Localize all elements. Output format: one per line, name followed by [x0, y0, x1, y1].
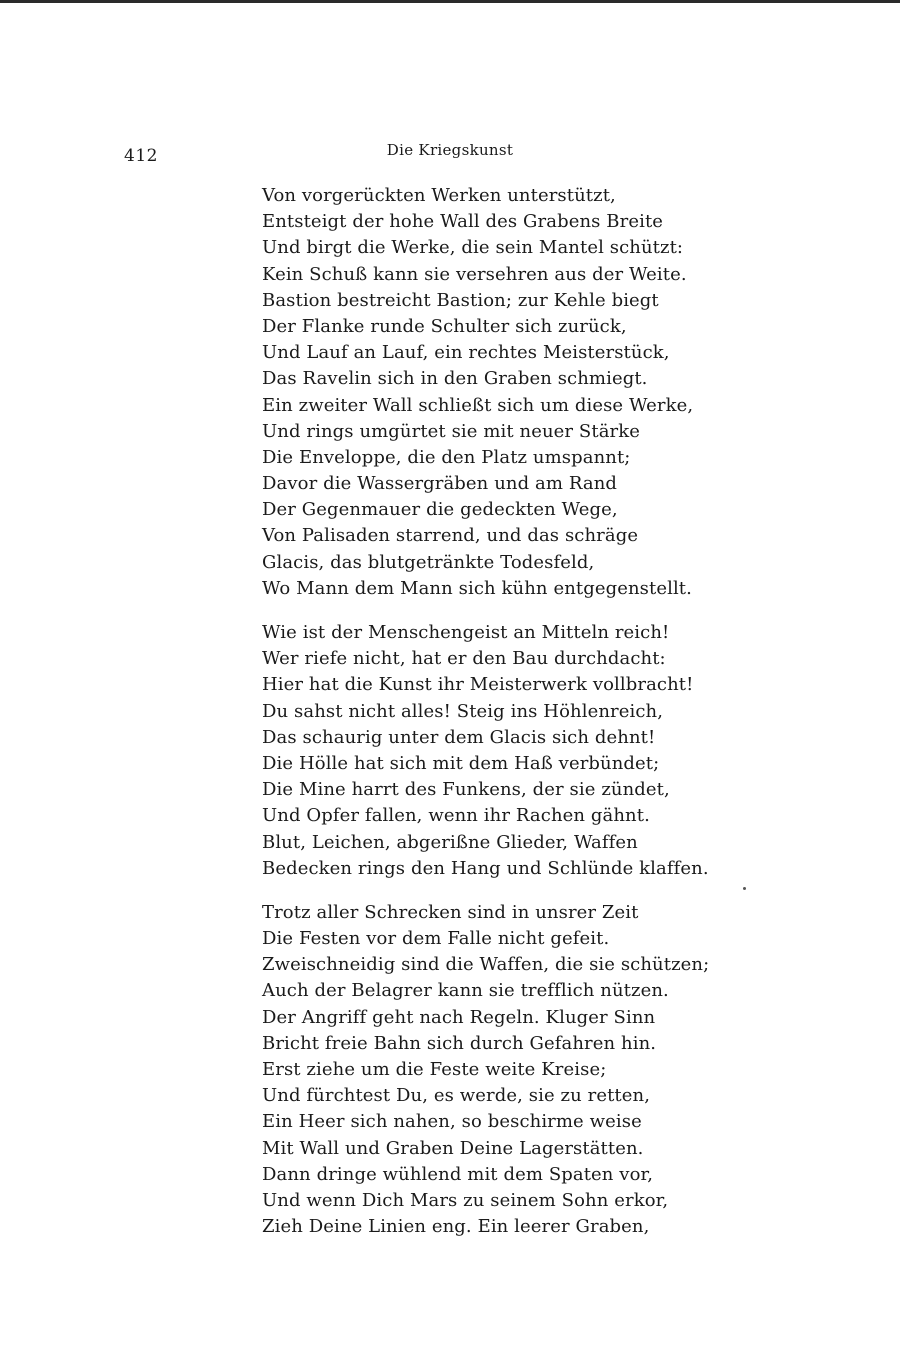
- verse-line: Die Mine harrt des Funkens, der sie zündet,: [262, 779, 670, 801]
- verse-line: Die Enveloppe, die den Platz umspannt;: [262, 446, 631, 468]
- verse-line: Entsteigt der hohe Wall des Grabens Breite: [262, 211, 664, 233]
- verse-line: Und Opfer fallen, wenn ihr Rachen gähnt.: [262, 805, 650, 827]
- stanza-2: [262, 620, 722, 882]
- verse-line: Dann dringe wühlend mit dem Spaten vor,: [262, 1163, 654, 1185]
- verse-line: Erst ziehe um die Feste weite Kreise;: [262, 1059, 607, 1080]
- verse-line: Kein Schuß kann sie versehren aus der Weite.: [262, 263, 687, 285]
- poem-body: [262, 183, 722, 1258]
- verse-line: Der Flanke runde Schulter sich zurück,: [262, 315, 627, 337]
- verse-line: Zieh Deine Linien eng. Ein leerer Graben,: [262, 1216, 650, 1238]
- verse-line: Du sahst nicht alles! Steig ins Höhlenreich,: [262, 700, 664, 722]
- verse-line: Auch der Belagrer kann sie trefflich nützen.: [262, 980, 669, 1002]
- verse-line: Der Gegenmauer die gedeckten Wege,: [262, 499, 618, 521]
- verse-line: Und rings umgürtet sie mit neuer Stärke: [262, 420, 640, 442]
- verse-line: Die Festen vor dem Falle nicht gefeit.: [262, 928, 610, 950]
- running-head: Die Kriegskunst: [386, 141, 514, 159]
- verse-line: Ein Heer sich nahen, so beschirme weise: [262, 1111, 642, 1133]
- verse-line: Von Palisaden starrend, und das schräge: [262, 525, 639, 547]
- verse-line: Davor die Wassergräben und am Rand: [262, 473, 618, 495]
- verse-line: Das Ravelin sich in den Graben schmiegt.: [262, 368, 648, 390]
- page-number: 412: [124, 146, 158, 166]
- verse-line: Trotz aller Schrecken sind in unsrer Zeit: [262, 901, 639, 923]
- verse-line: Hier hat die Kunst ihr Meisterwerk vollbracht!: [262, 674, 694, 696]
- verse-line: Bastion bestreicht Bastion; zur Kehle biegt: [262, 289, 659, 311]
- verse-line: Bedecken rings den Hang und Schlünde klaffen.: [262, 857, 709, 879]
- verse-line: Der Angriff geht nach Regeln. Kluger Sinn: [262, 1006, 656, 1028]
- verse-line: Wer riefe nicht, hat er den Bau durchdacht:: [262, 648, 666, 670]
- verse-line: Und Lauf an Lauf, ein rechtes Meisterstück,: [262, 342, 670, 364]
- verse-line: Mit Wall und Graben Deine Lagerstätten.: [262, 1137, 644, 1159]
- verse-line: Die Hölle hat sich mit dem Haß verbündet;: [262, 752, 660, 774]
- stanza-1: [262, 183, 722, 602]
- verse-line: Blut, Leichen, abgerißne Glieder, Waffen: [262, 831, 638, 853]
- verse-line: Von vorgerückten Werken unterstützt,: [262, 185, 616, 206]
- verse-line: Und fürchtest Du, es werde, sie zu retten,: [262, 1085, 651, 1107]
- verse-line: Zweischneidig sind die Waffen, die sie schützen;: [262, 954, 710, 976]
- verse-line: Das schaurig unter dem Glacis sich dehnt!: [262, 726, 656, 748]
- ink-speck: [743, 887, 746, 890]
- verse-line: Glacis, das blutgetränkte Todesfeld,: [262, 551, 595, 573]
- verse-line: Bricht freie Bahn sich durch Gefahren hin.: [262, 1032, 657, 1054]
- verse-line: Und birgt die Werke, die sein Mantel schützt:: [262, 237, 684, 259]
- top-border-rule: [0, 0, 900, 3]
- verse-line: Wo Mann dem Mann sich kühn entgegenstellt.: [262, 577, 692, 599]
- verse-line: Wie ist der Menschengeist an Mitteln reich!: [262, 622, 670, 643]
- stanza-3: [262, 900, 722, 1240]
- verse-line: Und wenn Dich Mars zu seinem Sohn erkor,: [262, 1189, 669, 1211]
- verse-line: Ein zweiter Wall schließt sich um diese Werke,: [262, 394, 694, 416]
